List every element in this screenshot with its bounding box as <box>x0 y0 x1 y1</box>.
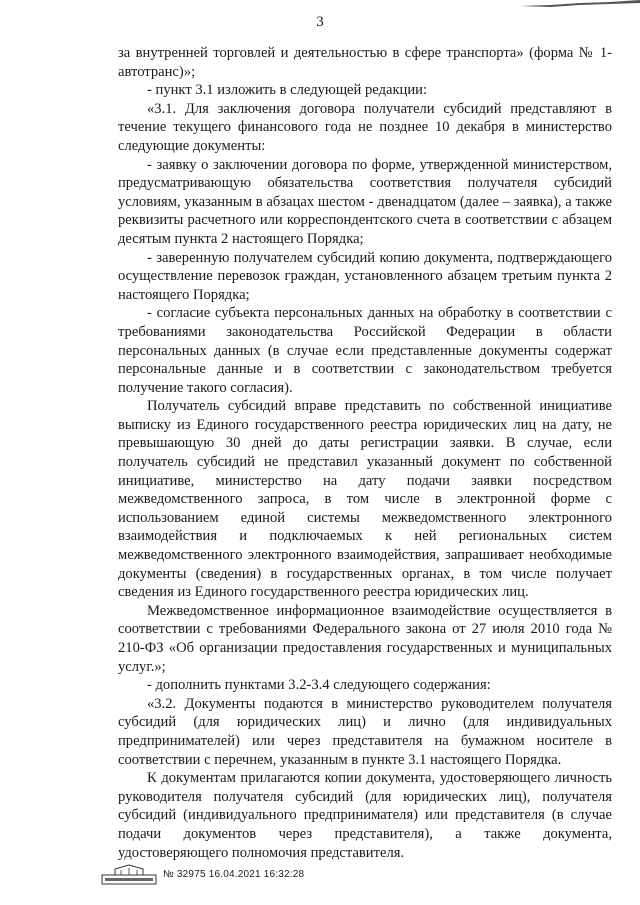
paragraph-10: «3.2. Документы подаются в министерство руководителем получателя субсидий (для юридических лиц) и лично (для индивидуальных предпринимателей) или через представителя на бумажном носителе в соответствии с перечнем, указанным в пункте 3.1 настоящего Порядка. <box>118 695 612 768</box>
paragraph-1: за внутренней торговлей и деятельностью в сфере транспорта» (форма № 1-автотранс)»; <box>118 45 612 80</box>
paragraph-2: - пункт 3.1 изложить в следующей редакции: <box>147 82 428 99</box>
document-registration-number: № 32975 16.04.2021 16:32:28 <box>163 868 305 880</box>
registry-logo-icon <box>101 863 157 885</box>
paragraph-9: - дополнить пунктами 3.2-3.4 следующего содержания: <box>147 677 491 694</box>
footer-stamp <box>101 863 304 885</box>
paragraph-8: Межведомственное информационное взаимодействие осуществляется в соответствии с требованиями Федерального закона от 27 июля 2010 года № 210-ФЗ «Об организации предоставления государственных и муниципальных услуг.»; <box>118 602 612 675</box>
paragraph-4: - заявку о заключении договора по форме, утвержденной министерством, предусматривающую обязательства соответствия получателя субсидий условиям, указанным в абзацах шестом - двенадцатом (далее – заявка), а также реквизиты расчетного или корреспондентского счета в соответствии с абзацем десятым пункта 2 настоящего Порядка; <box>118 156 612 247</box>
paragraph-5: - заверенную получателем субсидий копию документа, подтверждающего осуществление перевозок граждан, установленного абзацем третьим пункта 2 настоящего Порядка; <box>118 249 612 303</box>
paragraph-11: К документам прилагаются копии документа, удостоверяющего личность руководителя получателя субсидий (для юридических лиц), получателя субсидий (индивидуального предпринимателя) или представителя (в случае подачи документов через представителя), а также документа, удостоверяющего полномочия представителя. <box>118 770 612 861</box>
page-number: 3 <box>316 14 324 30</box>
document-body <box>118 44 612 862</box>
paragraph-6: - согласие субъекта персональных данных на обработку в соответствии с требованиями законодательства Российской Федерации в области персональных данных (в случае если представленные документы содержат персональные данные и в соответствии с законодательством требуется получение такого согласия). <box>118 305 612 396</box>
paragraph-3: «3.1. Для заключения договора получатели субсидий представляют в течение текущего финансового года не позднее 10 декабря в министерство следующие документы: <box>118 100 612 154</box>
paragraph-7: Получатель субсидий вправе представить по собственной инициативе выписку из Единого государственного реестра юридических лиц на дату, не превышающую 30 дней до даты регистрации заявки. В случае, если получатель субсидий не представил указанный документ по собственной инициативе, министерство на дату подачи заявки посредством межведомственного запроса, в том числе в электронной форме с использованием единой системы межведомственного электронного взаимодействия и подключаемых к ней региональных систем межведомственного электронного взаимодействия, запрашивает необходимые документы (сведения) в государственных органах, в том числе получает сведения из Единого государственного реестра юридических лиц. <box>118 398 612 601</box>
scan-edge-mark <box>520 0 640 10</box>
